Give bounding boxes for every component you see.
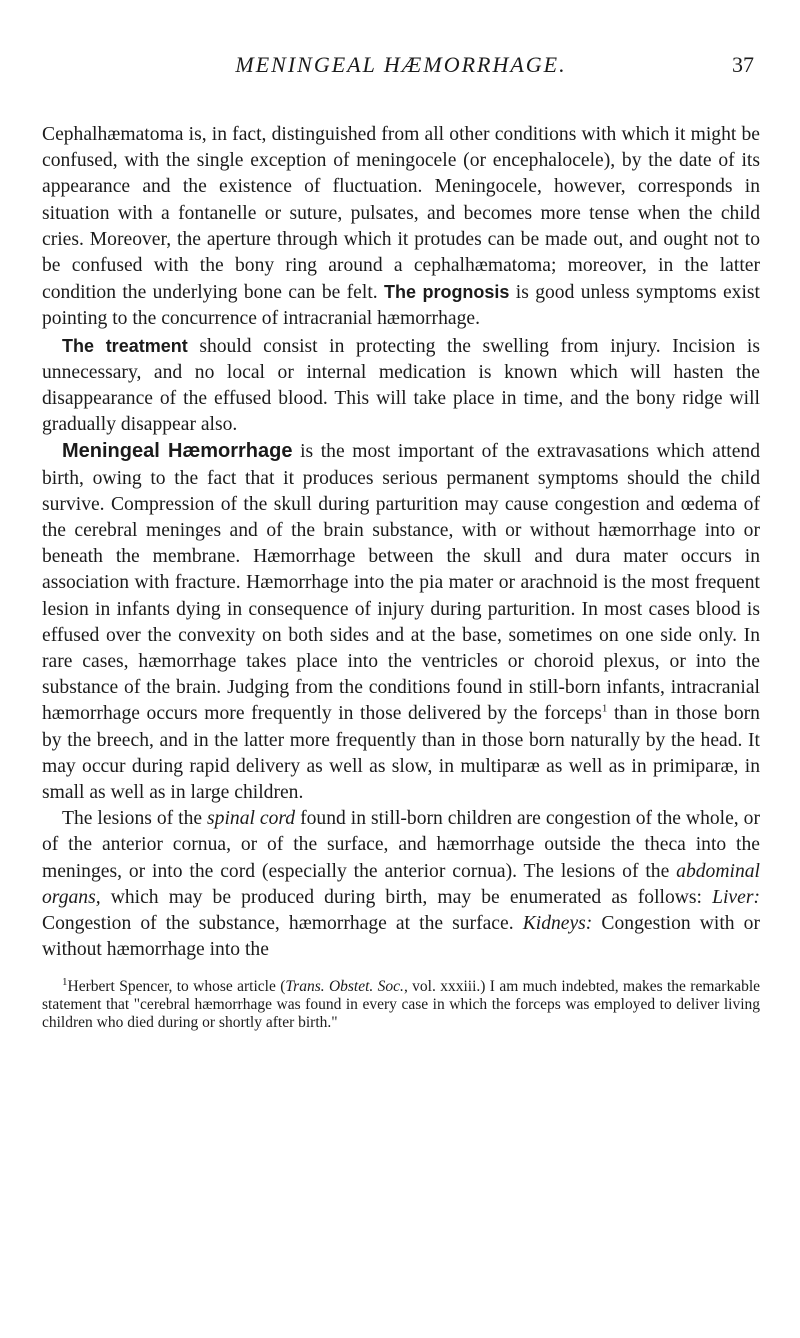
kidneys-term: Kidneys: [522, 913, 593, 935]
abdominal-organs-term: abdominal organs, [42, 860, 760, 908]
prognosis-heading: The prognosis [384, 282, 510, 303]
body-text [42, 122, 760, 964]
paragraph-text: Cephalhæmatoma is, in fact, distinguished from all other conditions with which it might be confused, with the single exception of meningocele (or encephalocele), by the date of its appearance and the existence of fluctuation. Meningocele, however, corresponds in situation with a fontanelle or suture, pulsates, and becomes more tense when the child cries. Moreover, the aperture through which it protudes can be made out, and ought not to be confused with the bony ring around a cephalhæmatoma; moreover, in the latter condition the underlying bone can be felt. [42, 124, 760, 304]
page-title: MENINGEAL HÆMORRHAGE. [235, 52, 567, 77]
paragraph-text: is the most important of the extravasations which attend birth, owing to the fact that it produces serious permanent symptoms should the child survive. Compression of the skull during parturition may cause congestion and œdema of the cerebral meninges and of the brain substance, with or without hæmorrhage into or beneath the membrane. Hæmorrhage between the skull and dura mater occurs in association with fracture. Hæmorrhage into the pia mater or arachnoid is the most frequent lesion in infants dying in consequence of injury during parturition. In most cases blood is effused over the convexity on both sides and at the base, sometimes on one side only. In rare cases, hæmorrhage takes place into the ventricles or choroid plexus, or into the substance of the brain. Judging from the conditions found in still-born infants, intracranial hæmorrhage occurs more frequently in those delivered by the forceps [42, 441, 760, 725]
paragraph-text: Congestion with or without hæmorrhage into the [42, 913, 760, 961]
footnote-mark: 1 [62, 975, 68, 988]
journal-title: Trans. Obstet. Soc. [285, 977, 404, 995]
footnote [42, 975, 761, 1033]
footnote-text [42, 975, 761, 1033]
paragraph-text: which may be produced during birth, may be enumerated as follows: [110, 886, 702, 908]
paragraph-text: should consist in protecting the swelling from injury. Incision is unnecessary, and no local or internal medication is known which will hasten the disappearance of the effused blood. This will take place in time, and the bony ridge will gradually disappear also. [42, 335, 760, 436]
paragraph-text: Congestion of the substance, hæmorrhage at the surface. [42, 913, 514, 935]
footnote-reference[interactable]: 1 [601, 702, 608, 715]
paragraph-cephalhaematoma [42, 122, 760, 333]
paragraph-meningeal-haemorrhage [42, 438, 760, 806]
running-head [42, 48, 760, 88]
liver-term: Liver: [712, 886, 760, 908]
paragraph-text: found in still-born children are congestion of the whole, or of the anterior cornua, or of the surface, and hæmorrhage outside the theca into the meninges, or into the cord (especially the anterior cornua). The lesions of the [42, 808, 760, 882]
paragraph-text: The lesions of the [62, 808, 203, 830]
paragraph-text: is good unless symptoms exist pointing to the concurrence of intracranial hæmorrhage. [42, 282, 760, 330]
treatment-heading: The treatment [62, 335, 188, 356]
paragraph-treatment [42, 333, 760, 439]
spinal-cord-term: spinal cord [207, 808, 296, 830]
page-number: 37 [732, 52, 754, 77]
paragraph-text: than in those born by the breech, and in the latter more frequently than in those born naturally by the head. It may occur during rapid delivery as well as slow, in multiparæ as well as in primiparæ, in small as well as in large children. [42, 703, 760, 804]
paragraph-lesions [42, 806, 760, 963]
footnote-part: Herbert Spencer, to whose article ( [67, 977, 286, 995]
footnote-part: , vol. xxxiii.) I am much indebted, makes the remarkable statement that "cerebral hæmorrhage was found in every case in which the forceps was employed to deliver living children who died during or shortly after birth." [42, 977, 761, 1031]
meningeal-haemorrhage-heading: Meningeal Hæmorrhage [62, 440, 293, 463]
